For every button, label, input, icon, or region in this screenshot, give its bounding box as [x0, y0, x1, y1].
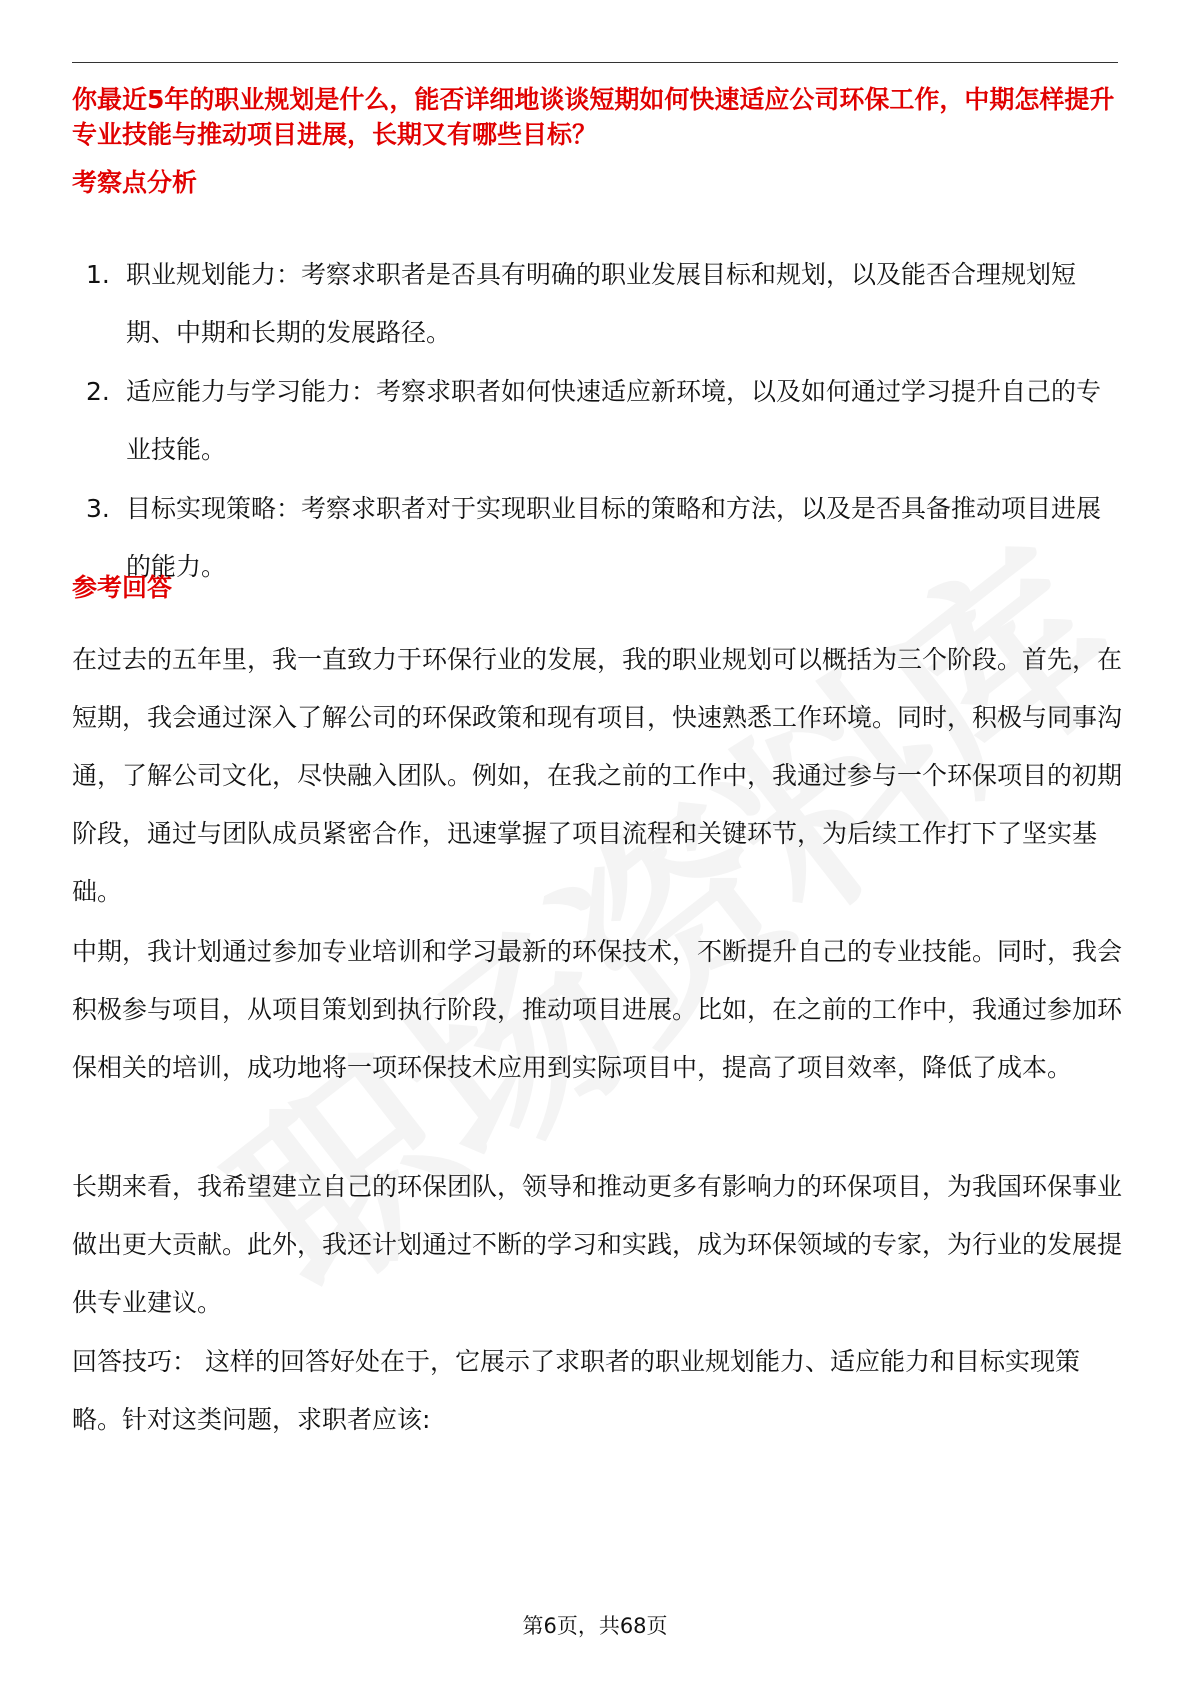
- question-title: 你最近5年的职业规划是什么，能否详细地谈谈短期如何快速适应公司环保工作，中期怎样提升专业技能与推动项目进展，长期又有哪些目标？: [72, 85, 1115, 149]
- answer-paragraph-short-term: 在过去的五年里，我一直致力于环保行业的发展，我的职业规划可以概括为三个阶段。首先，在短期，我会通过深入了解公司的环保政策和现有项目，快速熟悉工作环境。同时，积极与同事沟通，了解公司文化，尽快融入团队。例如，在我之前的工作中，我通过参与一个环保项目的初期阶段，通过与团队成员紧密合作，迅速掌握了项目流程和关键环节，为后续工作打下了坚实基础。: [72, 645, 1123, 906]
- list-item: [72, 246, 1122, 362]
- page-number: 第6页，共68页: [522, 1614, 668, 1638]
- answer-tips: 回答技巧： 这样的回答好处在于，它展示了求职者的职业规划能力、适应能力和目标实现策略。针对这类问题，求职者应该:: [72, 1347, 1080, 1434]
- list-item: [72, 363, 1122, 479]
- list-item-text: 目标实现策略：考察求职者对于实现职业目标的策略和方法，以及是否具备推动项目进展的能力。: [126, 494, 1102, 581]
- list-item-number: 3.: [86, 494, 110, 523]
- list-item-number: 1.: [86, 260, 110, 289]
- answer-heading: 参考回答: [72, 573, 173, 602]
- header-rule: [72, 62, 1118, 63]
- list-item: [72, 480, 1122, 596]
- analysis-list: [72, 246, 1122, 597]
- answer-paragraph-long-term: 长期来看，我希望建立自己的环保团队，领导和推动更多有影响力的环保项目，为我国环保事业做出更大贡献。此外，我还计划通过不断的学习和实践，成为环保领域的专家，为行业的发展提供专业建议。: [72, 1172, 1123, 1317]
- analysis-heading: 考察点分析: [72, 168, 198, 197]
- answer-paragraph-mid-term: 中期，我计划通过参加专业培训和学习最新的环保技术，不断提升自己的专业技能。同时，我会积极参与项目，从项目策划到执行阶段，推动项目进展。比如，在之前的工作中，我通过参加环保相关的培训，成功地将一项环保技术应用到实际项目中，提高了项目效率，降低了成本。: [72, 937, 1123, 1082]
- list-item-text: 适应能力与学习能力：考察求职者如何快速适应新环境，以及如何通过学习提升自己的专业技能。: [126, 377, 1102, 464]
- list-item-text: 职业规划能力：考察求职者是否具有明确的职业发展目标和规划，以及能否合理规划短期、中期和长期的发展路径。: [126, 260, 1077, 347]
- list-item-number: 2.: [86, 377, 110, 406]
